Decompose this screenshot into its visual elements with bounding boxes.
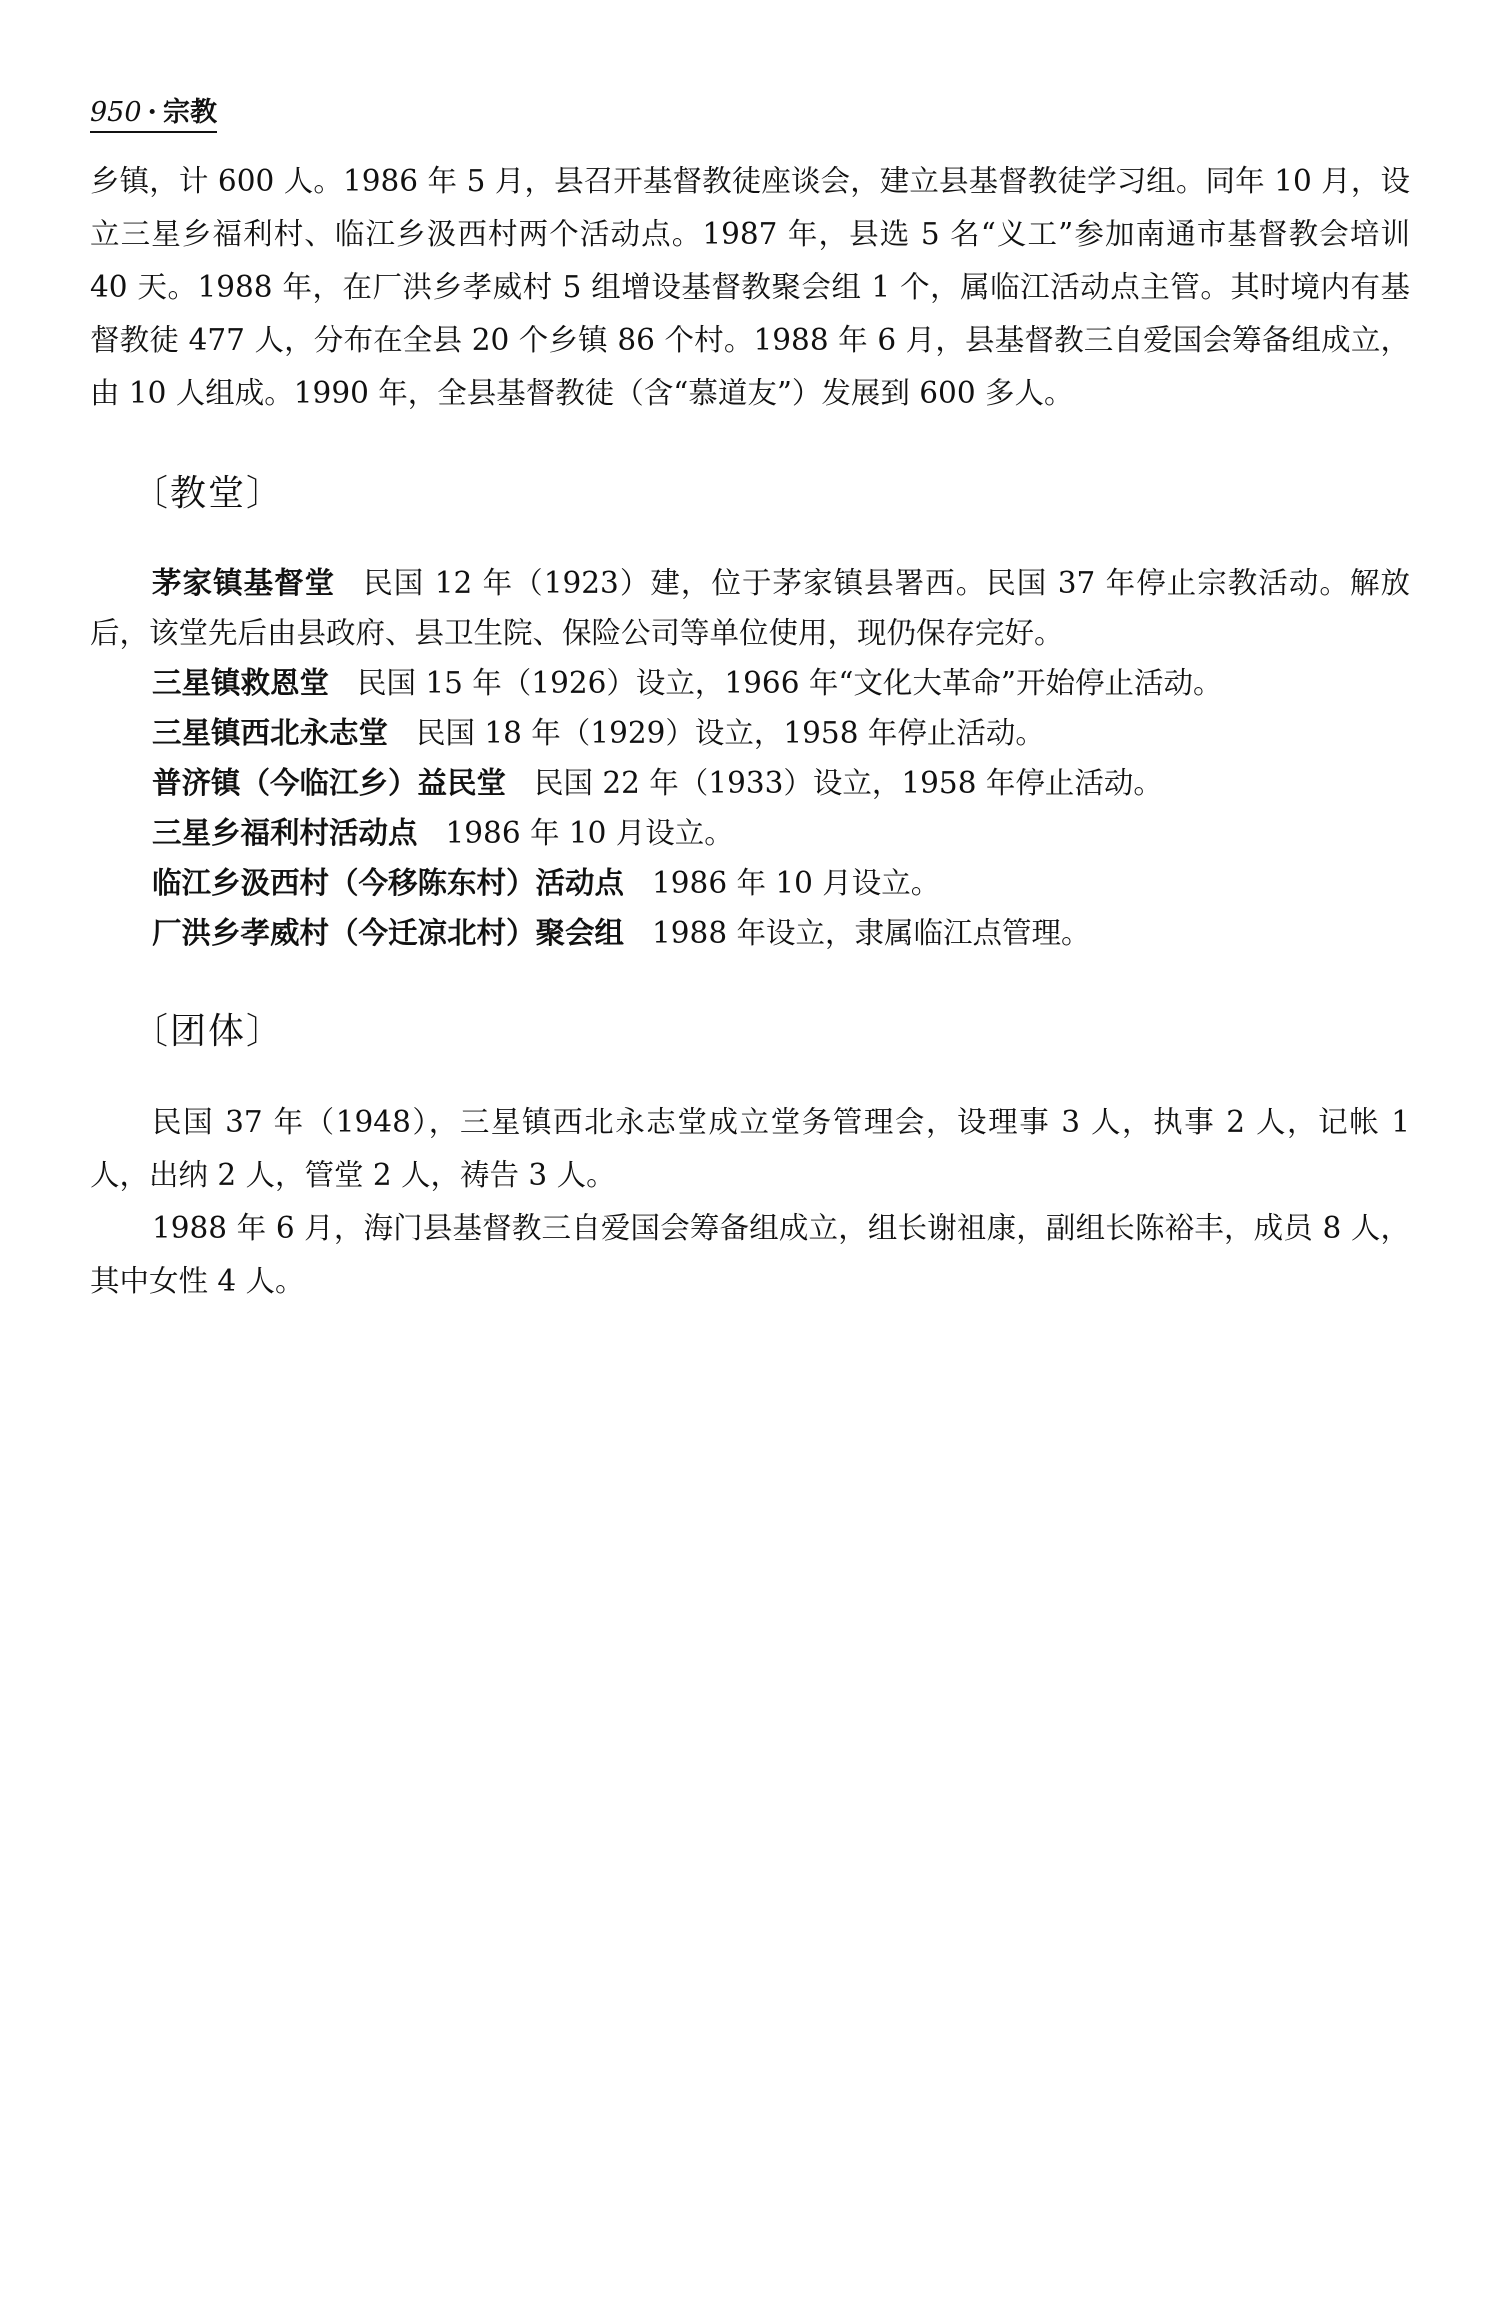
church-entry [90, 808, 1410, 858]
group-paragraph: 1988 年 6 月，海门县基督教三自爱国会筹备组成立，组长谢祖康，副组长陈裕丰，成员 8 人，其中女性 4 人。 [90, 1211, 1410, 1298]
church-description: 民国 12 年（1923）建，位于茅家镇县署西。民国 37 年停止宗教活动。解放后，该堂先后由县政府、县卫生院、保险公司等单位使用，现仍保存完好。 [90, 566, 1410, 650]
church-entries [90, 558, 1410, 958]
group-paragraphs [90, 1096, 1410, 1308]
church-name: 厂洪乡孝威村（今迁凉北村）聚会组 [152, 916, 625, 950]
page-number: 950 [90, 97, 142, 128]
section-title: 宗教 [162, 97, 217, 128]
church-name: 三星镇救恩堂 [152, 666, 330, 700]
document-page [90, 90, 1410, 1308]
header-separator: · [147, 97, 157, 128]
intro-paragraph: 乡镇，计 600 人。1986 年 5 月，县召开基督教徒座谈会，建立县基督教徒学习组。同年 10 月，设立三星乡福利村、临江乡汲西村两个活动点。1987 年，县选 5 名“义工”参加南通市基督教会培训 40 天。1988 年，在厂洪乡孝威村 5 组增设基督教聚会组 1 个，属临江活动点主管。其时境内有基督教徒 477 人，分布在全县 20 个乡镇 86 个村。1988 年 6 月，县基督教三自爱国会筹备组成立，由 10 人组成。1990 年，全县基督教徒（含“慕道友”）发展到 600 多人。 [90, 164, 1410, 410]
church-entry [90, 758, 1410, 808]
church-entry [90, 708, 1410, 758]
running-head [90, 90, 217, 133]
church-name: 茅家镇基督堂 [152, 566, 336, 600]
church-description: 1988 年设立，隶属临江点管理。 [652, 916, 1091, 950]
church-description: 民国 22 年（1933）设立，1958 年停止活动。 [534, 766, 1163, 800]
church-name: 三星乡福利村活动点 [152, 816, 418, 850]
group-paragraph: 民国 37 年（1948），三星镇西北永志堂成立堂务管理会，设理事 3 人，执事 2 人，记帐 1 人，出纳 2 人，管堂 2 人，祷告 3 人。 [90, 1105, 1410, 1192]
church-entry [90, 558, 1410, 658]
church-name: 临江乡汲西村（今移陈东村）活动点 [152, 866, 625, 900]
church-entry [90, 908, 1410, 958]
church-description: 民国 18 年（1929）设立，1958 年停止活动。 [416, 716, 1045, 750]
church-entry [90, 658, 1410, 708]
church-description: 1986 年 10 月设立。 [445, 816, 734, 850]
church-name: 普济镇（今临江乡）益民堂 [152, 766, 507, 800]
church-entry [90, 858, 1410, 908]
church-description: 1986 年 10 月设立。 [652, 866, 941, 900]
groups-heading: 〔团体〕 [132, 1011, 285, 1052]
church-name: 三星镇西北永志堂 [152, 716, 389, 750]
churches-heading: 〔教堂〕 [132, 473, 285, 514]
church-description: 民国 15 年（1926）设立，1966 年“文化大革命”开始停止活动。 [357, 666, 1223, 700]
